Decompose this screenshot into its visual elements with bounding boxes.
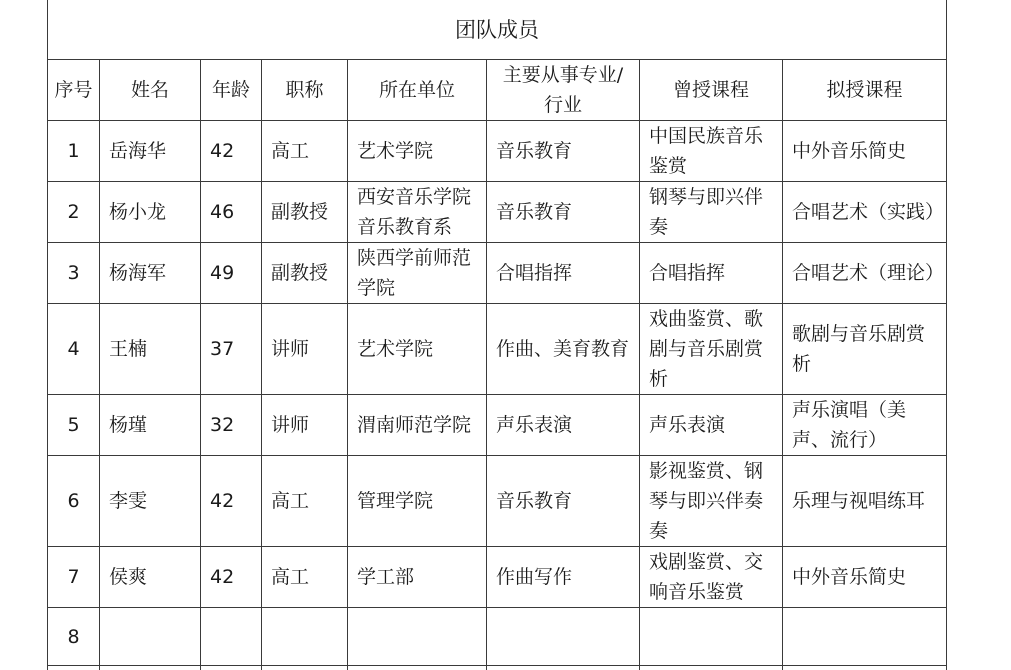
cell-name: 杨瑾 — [100, 395, 201, 456]
table-row — [48, 121, 947, 182]
header-name: 姓名 — [100, 60, 201, 121]
cell-seq — [48, 666, 100, 670]
cell-planned: 歌剧与音乐剧赏析 — [783, 304, 947, 395]
cell-seq: 2 — [48, 182, 100, 243]
cell-planned — [783, 608, 947, 666]
cell-name: 王楠 — [100, 304, 201, 395]
header-title: 职称 — [262, 60, 348, 121]
cell-age: 32 — [201, 395, 262, 456]
cell-planned: 中外音乐简史 — [783, 547, 947, 608]
cell-age: 42 — [201, 121, 262, 182]
cell-seq: 4 — [48, 304, 100, 395]
cell-taught: 中国民族音乐鉴赏 — [640, 121, 783, 182]
cell-unit: 学工部 — [348, 547, 487, 608]
cell-unit: 渭南师范学院 — [348, 395, 487, 456]
cell-unit: 西安音乐学院音乐教育系 — [348, 182, 487, 243]
cell-title: 高工 — [262, 456, 348, 547]
header-planned-courses: 拟授课程 — [783, 60, 947, 121]
cell-planned: 声乐演唱（美声、流行） — [783, 395, 947, 456]
cell-unit: 艺术学院 — [348, 121, 487, 182]
cell-age: 37 — [201, 304, 262, 395]
cell-age: 46 — [201, 182, 262, 243]
cell-major: 音乐教育 — [487, 182, 640, 243]
cell-age: 49 — [201, 243, 262, 304]
cell-major: 音乐教育 — [487, 456, 640, 547]
table-row — [48, 182, 947, 243]
cell-planned: 中外音乐简史 — [783, 121, 947, 182]
cell-seq: 3 — [48, 243, 100, 304]
cell-age: 42 — [201, 456, 262, 547]
cell-major: 作曲、美育教育 — [487, 304, 640, 395]
table-row — [48, 395, 947, 456]
cell-unit — [348, 666, 487, 670]
cell-seq: 6 — [48, 456, 100, 547]
cell-major: 声乐表演 — [487, 395, 640, 456]
cell-name: 侯爽 — [100, 547, 201, 608]
cell-age — [201, 666, 262, 670]
cell-seq: 7 — [48, 547, 100, 608]
cell-name: 杨海军 — [100, 243, 201, 304]
cell-taught — [640, 608, 783, 666]
cell-title: 副教授 — [262, 243, 348, 304]
cell-planned: 合唱艺术（实践） — [783, 182, 947, 243]
cell-seq: 8 — [48, 608, 100, 666]
cell-taught: 合唱指挥 — [640, 243, 783, 304]
header-major: 主要从事专业/行业 — [487, 60, 640, 121]
table-row — [48, 456, 947, 547]
table-row — [48, 666, 947, 670]
cell-unit — [348, 608, 487, 666]
cell-unit: 艺术学院 — [348, 304, 487, 395]
cell-planned: 乐理与视唱练耳 — [783, 456, 947, 547]
cell-planned: 合唱艺术（理论） — [783, 243, 947, 304]
header-taught-courses: 曾授课程 — [640, 60, 783, 121]
cell-taught: 声乐表演 — [640, 395, 783, 456]
title-row — [48, 0, 947, 60]
cell-taught — [640, 666, 783, 670]
cell-title — [262, 608, 348, 666]
cell-title: 讲师 — [262, 395, 348, 456]
cell-major: 合唱指挥 — [487, 243, 640, 304]
cell-name: 李雯 — [100, 456, 201, 547]
cell-seq: 5 — [48, 395, 100, 456]
cell-age — [201, 608, 262, 666]
table-title: 团队成员 — [48, 0, 947, 60]
cell-taught: 钢琴与即兴伴奏 — [640, 182, 783, 243]
cell-taught: 戏曲鉴赏、歌剧与音乐剧赏析 — [640, 304, 783, 395]
cell-name — [100, 608, 201, 666]
cell-title: 副教授 — [262, 182, 348, 243]
table-row — [48, 243, 947, 304]
header-row — [48, 60, 947, 121]
cell-unit: 管理学院 — [348, 456, 487, 547]
cell-unit: 陕西学前师范学院 — [348, 243, 487, 304]
cell-major — [487, 608, 640, 666]
cell-major: 音乐教育 — [487, 121, 640, 182]
header-unit: 所在单位 — [348, 60, 487, 121]
team-members-table — [47, 0, 947, 670]
cell-taught: 戏剧鉴赏、交响音乐鉴赏 — [640, 547, 783, 608]
table-row — [48, 304, 947, 395]
header-seq: 序号 — [48, 60, 100, 121]
cell-name: 岳海华 — [100, 121, 201, 182]
cell-title — [262, 666, 348, 670]
cell-name: 杨小龙 — [100, 182, 201, 243]
cell-major: 作曲写作 — [487, 547, 640, 608]
table-row — [48, 608, 947, 666]
header-age: 年龄 — [201, 60, 262, 121]
cell-title: 高工 — [262, 547, 348, 608]
cell-planned — [783, 666, 947, 670]
cell-seq: 1 — [48, 121, 100, 182]
table-row — [48, 547, 947, 608]
cell-title: 讲师 — [262, 304, 348, 395]
cell-title: 高工 — [262, 121, 348, 182]
cell-major — [487, 666, 640, 670]
cell-age: 42 — [201, 547, 262, 608]
cell-name — [100, 666, 201, 670]
cell-taught: 影视鉴赏、钢琴与即兴伴奏奏 — [640, 456, 783, 547]
